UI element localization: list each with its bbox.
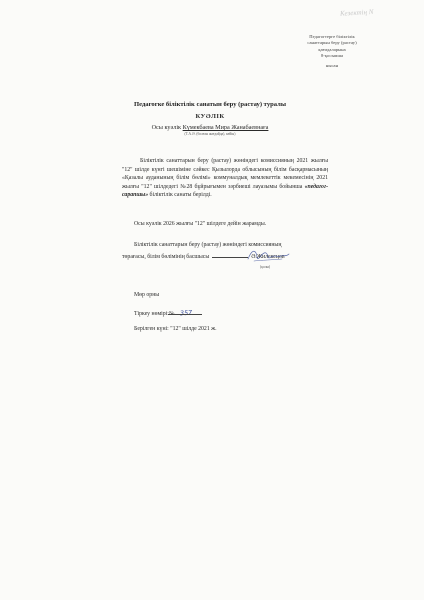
paragraph-text: Біліктілік санаттарын беру (растау) жөніндегі комиссияның 2021 жылғы "12" шілде күнгі шешіміне сәйкес Қызылорда облысының білім басқармасының «Қазалы ауданының білім бөлімі» коммуналдық мемлекеттік мекемесінің 2021 жылғы "12" шілдедегі №28 бұйрығымен зәрбиеші лауазымы бойынша [122,158,328,190]
annex-block [284,34,380,69]
paragraph-end-text: біліктілік санаты берілді. [149,192,212,199]
signatory-title: төрағасы, білім бөлімінің басшысы [122,254,210,260]
validity-line: Осы куәлік 2026 жылғы "12" шілдеге дейін жарамды. [134,221,267,227]
holder-name: Күмекбаева Мира Жанабаевнаға [182,124,269,131]
handwritten-signature [244,245,292,265]
holder-prefix: Осы куәлік [151,124,182,131]
signature-blank [212,257,248,258]
seal-place-label: Мөр орны [134,292,160,298]
document-subtitle: КУӘЛІК [195,113,225,120]
signatory-name: Ә.Жилекецов [251,254,285,260]
holder-hint: (Т.А.Ә. (болған жағдайда), кейін) [184,132,236,136]
signatory-line-1: Біліктілік санаттарын беру (растау) жөніндегі комиссияның [134,242,282,248]
annex-form-label: нысан [325,62,339,68]
registration-number: 357 [179,308,193,318]
annex-line: қағидаларына [318,46,346,52]
registration-label: Тіркеу нөмірі:№ [134,311,175,317]
registration-underline [168,314,202,315]
signature-hint: (қолы) [260,265,271,269]
main-paragraph [122,157,328,200]
corner-pencil-note: Кезектің N [339,7,374,18]
annex-line: 8-қосымша [320,53,344,59]
issued-date-line: Берілген күні: "12" шілде 2021 ж. [134,326,217,332]
registration-line [134,309,202,317]
signatory-line-2 [122,254,344,260]
holder-line [60,124,360,131]
document-title: Педагогке біліктілік санатын беру (растау) туралы [134,101,286,108]
annex-line: санаттарын беру (растау) [307,40,357,46]
category-text: «педагог-сарапшы» [122,183,329,199]
annex-line: Педагогтерге біліктілік [309,34,355,39]
